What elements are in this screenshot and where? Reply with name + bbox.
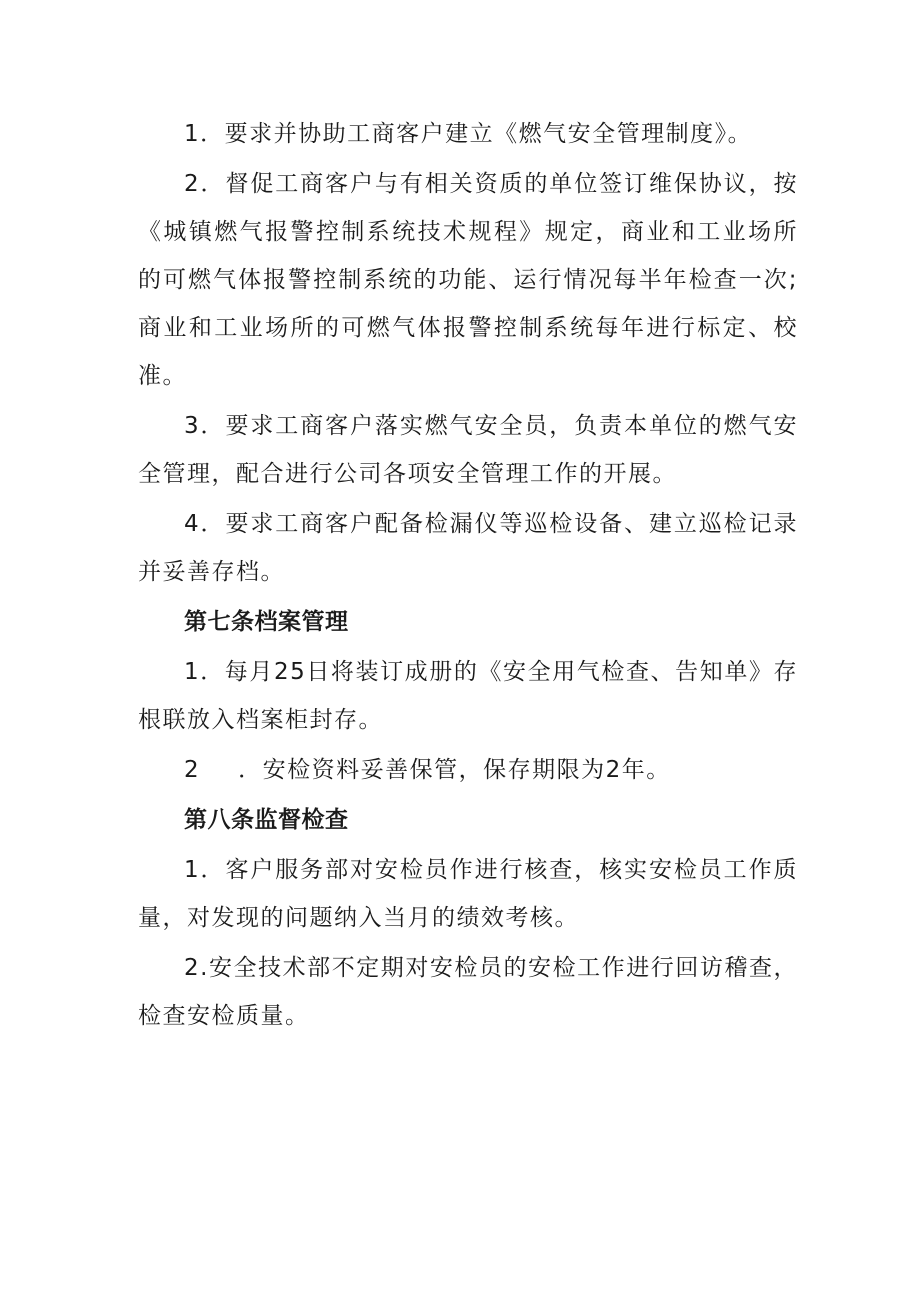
section6-item-2: 2．督促工商客户与有相关资质的单位签订维保协议，按《城镇燃气报警控制系统技术规程》规定，商业和工业场所的可燃气体报警控制系统的功能、运行情况每半年检查一次;商业和工业场所的可燃气体报警控制系统每年进行标定、校准。 — [138, 171, 798, 389]
section7-item-2-number: 2 — [184, 757, 201, 783]
section8-item-1: 1．客户服务部对安检员作进行核查，核实安检员工作质量，对发现的问题纳入当月的绩效考核。 — [138, 857, 798, 931]
section8-item-2: 2.安全技术部不定期对安检员的安检工作进行回访稽查，检查安检质量。 — [138, 955, 798, 1029]
document-body — [138, 110, 798, 1042]
section6-item-3: 3．要求工商客户落实燃气安全员，负责本单位的燃气安全管理，配合进行公司各项安全管理工作的开展。 — [138, 413, 798, 487]
section7-item-2 — [138, 746, 798, 794]
section8-heading: 第八条监督检查 — [184, 807, 349, 833]
section6-item-1: 1．要求并协助工商客户建立《燃气安全管理制度》。 — [184, 121, 753, 147]
section6-item-4: 4．要求工商客户配备检漏仪等巡检设备、建立巡检记录并妥善存档。 — [138, 511, 798, 585]
section7-item-1: 1．每月25日将装订成册的《安全用气检查、告知单》存根联放入档案柜封存。 — [138, 659, 798, 733]
section7-heading: 第七条档案管理 — [184, 609, 349, 635]
section7-item-2-text: ．安检资料妥善保管，保存期限为2年。 — [238, 757, 671, 783]
